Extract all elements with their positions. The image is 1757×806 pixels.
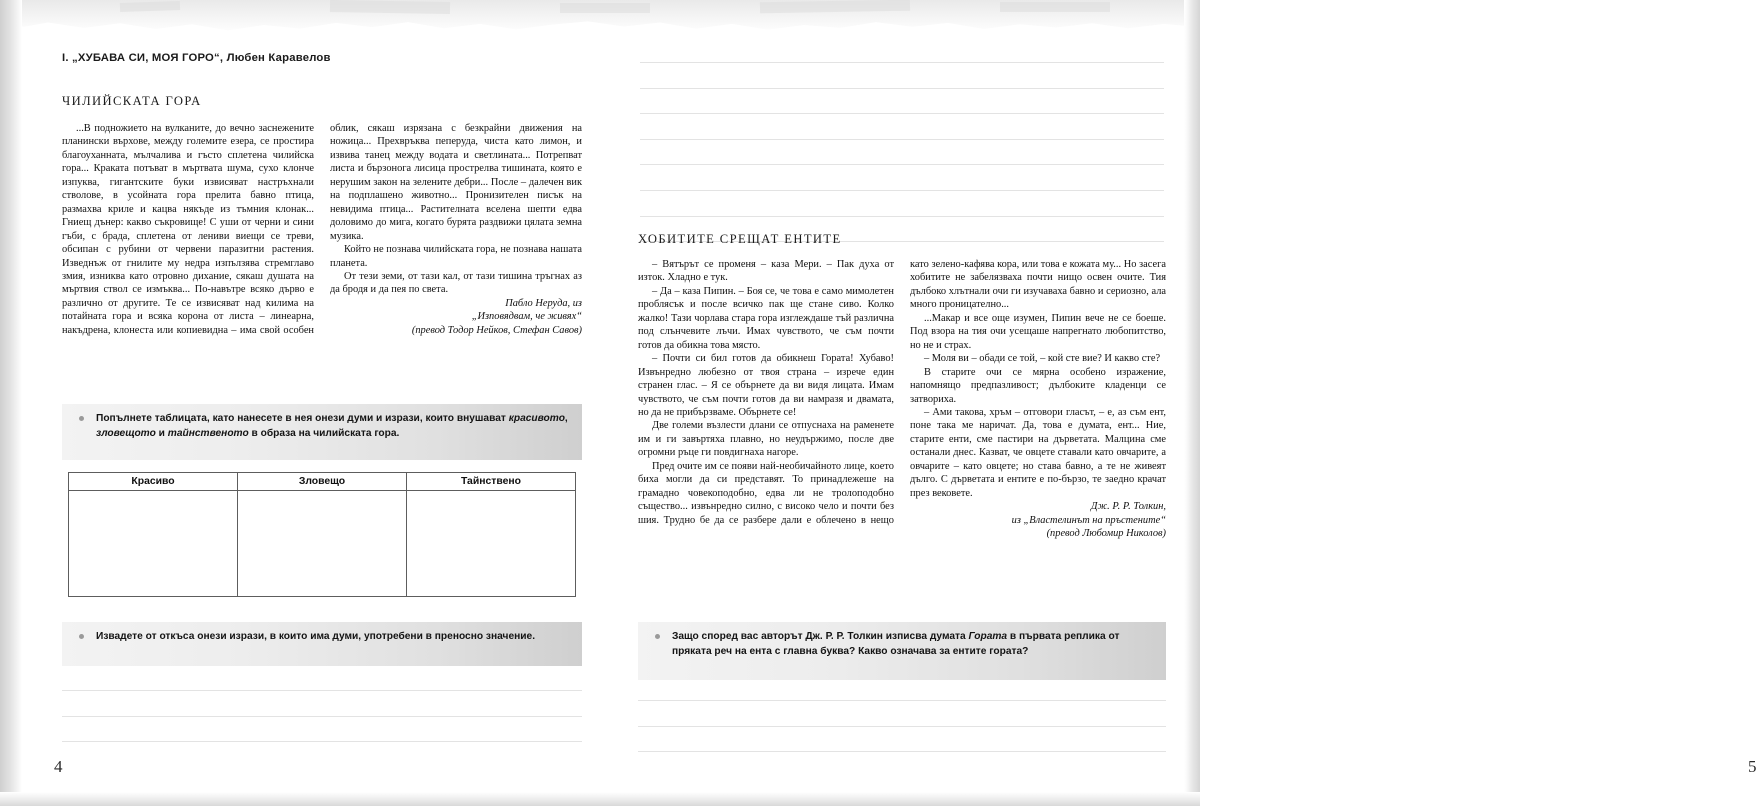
bullet-icon bbox=[79, 634, 84, 639]
unit-title: I. „ХУБАВА СИ, МОЯ ГОРО“, Любен Каравелов bbox=[62, 52, 331, 64]
right-torn-edge bbox=[1184, 0, 1200, 806]
bullet-icon bbox=[655, 634, 660, 639]
task-text: Извадете от откъса онези изрази, в които има думи, употребени в преносно значение. bbox=[96, 631, 536, 642]
task-box-fill-table bbox=[62, 404, 582, 460]
writing-lines-right-top[interactable] bbox=[640, 62, 1164, 242]
left-prose-columns bbox=[62, 122, 582, 412]
attribution-work: из „Властелинът на пръстените“ bbox=[1011, 514, 1166, 526]
writing-line[interactable] bbox=[640, 164, 1164, 165]
paragraph: – Почти си бил готов да обикнеш Гората! Хубаво! Извънредно любезно от твоя страна – изрече един странен глас. – Я се обърнете да ви видя лицата. Имам чувството, че съм почти готов да ви намразя и двамата, но да не прибързваме. Обърнете се! bbox=[638, 353, 894, 418]
paragraph: – Ами такова, хръм – отговори гласът, – е, аз съм ент, поне така ме наричат. Да, това е думата, ент... Ние, старите енти, сме пастири на дърветата. Малцина сме останали днес. Казват, че овцете ставали като овчарите, а овчарите – като овцете; но става бавно, а те не живеят дълго. С дърветата и ентите е по-бързо, те заедно крачат през вековете. bbox=[910, 406, 1166, 499]
right-page bbox=[600, 0, 1757, 806]
left-torn-edge bbox=[0, 0, 22, 806]
attribution-translator: (превод Любомир Николов) bbox=[1046, 527, 1166, 539]
attribution-author: Дж. Р. Р. Толкин, bbox=[1090, 501, 1166, 513]
paragraph: Пред очите им се появи най-необичайното лице, което биха могли да си представят. То принадлежеше на грамадно човекоподобно, едва ли не тролоподобно същество... извънредно силно, с високо чело и почти без шия. Трудно бе да се разбере дали е облечено в нещо като зелено-кафява кора, или това е кожата му... Но засега хобитите не забелязваха почти нищо освен очите. Тия дълбоко хлътнали очи ги изучаваха бавно и сериозно, ала много проницателно... bbox=[638, 259, 1166, 526]
left-page bbox=[22, 0, 600, 806]
table-cell-beautiful[interactable] bbox=[69, 491, 238, 597]
writing-lines-left-bottom[interactable] bbox=[62, 690, 582, 742]
paragraph: ...В подножието на вулканите, до вечно заснежените планински върхове, между големите езера, се простира благоуханната, мълчалива и гъсто сплетена чилийска гора... Краката потъват в мъртвата шума, сухо клонче изпуква, гигантските буки извисяват настръхнали стволове, в усойната гора прелита бавно птица, размахва криле и кацва някъде из тъмния клонак... Гниещ дънер: какво съкровище! С уши от черни и сини гъби, с брада, сплетена от лениви виещи се треви, обсипан с рубини от червени паразитни растения. Изведнъж от гнилите му недра изпълзява стремглаво змия, изниква като отровно дихание, сякаш душата на мъртвия ствол се измъква... По-навътре всяко дърво е различно от другите. Те се извисяват над килима на потайната гора и всяка корона от листа – линеарна, накъдрена, клонеста или копиевидна – има свой особен облик, сякаш изрязана с безкрайни движения на ножица... Прехвръква пеперуда, чиста като лимон, и извива танец между водата и светлината... Потрепват листа и бързонога лисица прострелва тишината, която е нерушим закон на зелените дебри... После – далечен вик на подплашено животно... Пронизителен писък на невидима птица... Растителната вселена шепти едва доловимо до мига, когато бурята раздвижи цялата земна музика. bbox=[62, 123, 582, 336]
writing-line[interactable] bbox=[640, 216, 1164, 217]
writing-line[interactable] bbox=[640, 88, 1164, 89]
page-number-right: 5 bbox=[1748, 757, 1757, 776]
paragraph: Две големи възлести длани се отпуснаха на раменете им и ги завъртяха плавно, но неудържимо, после две огромни ръце ги повдигнаха нагоре. bbox=[638, 420, 894, 459]
task-box-figurative bbox=[62, 622, 582, 666]
attribution-work: „Изповядвам, че живях“ bbox=[471, 311, 582, 323]
paragraph: В старите очи се мярна особено изражение, напомнящо предпазливост; дълбоките кладенци се затвориха. bbox=[910, 366, 1166, 405]
table-row bbox=[69, 491, 576, 597]
writing-line[interactable] bbox=[62, 690, 582, 691]
writing-line[interactable] bbox=[640, 62, 1164, 63]
task-italic-sinister: зловещото bbox=[96, 428, 156, 439]
writing-line[interactable] bbox=[638, 700, 1166, 701]
writing-lines-right-bottom[interactable] bbox=[638, 700, 1166, 752]
task-mid-2: и bbox=[155, 428, 168, 439]
paragraph: От тези земи, от тази кал, от тази тишина тръгнах аз да бродя и да пея по света. bbox=[330, 270, 582, 296]
paragraph: – Моля ви – обади се той, – кой сте вие? И какво сте? bbox=[924, 353, 1161, 365]
task-italic-mysterious: тайнственото bbox=[167, 428, 249, 439]
writing-line[interactable] bbox=[640, 113, 1164, 114]
writing-line[interactable] bbox=[640, 190, 1164, 191]
right-prose-columns bbox=[638, 258, 1166, 608]
task-italic-forest: Гората bbox=[968, 631, 1008, 642]
paragraph: ...Макар и все още изумен, Пипин вече не се боеше. Под взора на тия очи усещаше напрегнато любопитство, но не и страх. bbox=[910, 312, 1166, 351]
right-text-title: ХОБИТИТЕ СРЕЩАТ ЕНТИТЕ bbox=[638, 232, 842, 246]
attribution-author: Пабло Неруда, из bbox=[505, 297, 582, 309]
writing-line[interactable] bbox=[62, 741, 582, 742]
table-header-beautiful: Красиво bbox=[69, 473, 238, 491]
task-text-before: Попълнете таблицата, като нанесете в нея онези думи и изрази, които внушават bbox=[96, 413, 509, 424]
task-text-after: в първата реплика от пряката реч на ента с главна буква? Какво означава за ентите гората? bbox=[672, 631, 1120, 657]
table-header-row bbox=[69, 473, 576, 491]
task-text-before: Защо според вас авторът Дж. Р. Р. Толкин изписва думата bbox=[672, 631, 969, 642]
paragraph: – Вятърът се променя – каза Мери. – Пак духа от изток. Хладно е тук. bbox=[638, 259, 894, 284]
task-text-after: в образа на чилийската гора. bbox=[248, 428, 400, 439]
attribution-translator: (превод Тодор Нейков, Стефан Савов) bbox=[411, 324, 582, 336]
writing-line[interactable] bbox=[638, 726, 1166, 727]
writing-line[interactable] bbox=[640, 139, 1164, 140]
paragraph: Който не познава чилийската гора, не познава нашата планета. bbox=[330, 244, 582, 269]
task-mid-1: , bbox=[564, 413, 568, 424]
task-box-capital-forest bbox=[638, 622, 1166, 680]
table-header-sinister: Зловещо bbox=[238, 473, 407, 491]
table-header-mysterious: Тайнствено bbox=[407, 473, 576, 491]
bullet-icon bbox=[79, 416, 84, 421]
writing-line[interactable] bbox=[62, 716, 582, 717]
answer-table[interactable] bbox=[68, 472, 576, 597]
left-text-title: ЧИЛИЙСКАТА ГОРА bbox=[62, 94, 202, 108]
table-cell-sinister[interactable] bbox=[238, 491, 407, 597]
writing-line[interactable] bbox=[638, 751, 1166, 752]
table-cell-mysterious[interactable] bbox=[407, 491, 576, 597]
task-italic-beautiful: красивото bbox=[508, 413, 565, 424]
paragraph: – Да – каза Пипин. – Боя се, че това е само мимолетен проблясък и после всичко пак ще стане сиво. Колко жалко! Тази чорлава стара гора изглеждаше тъй различна под слънчевите лъчи. Имах чувството, че съм почти готов да обикна това място. bbox=[638, 285, 894, 351]
page-number-left: 4 bbox=[54, 757, 63, 776]
